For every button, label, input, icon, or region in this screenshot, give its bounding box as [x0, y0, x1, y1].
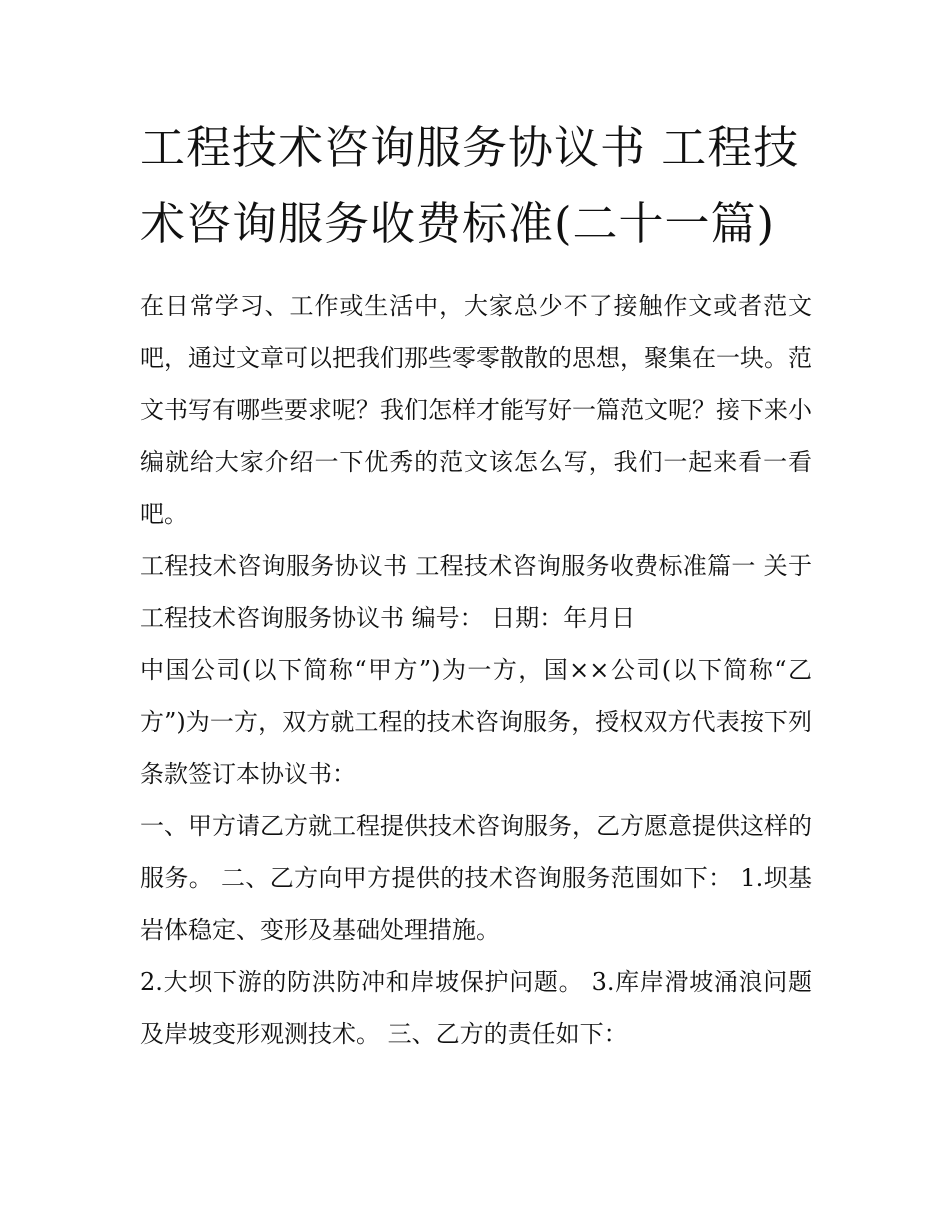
intro-paragraph: 在日常学习、工作或生活中，大家总少不了接触作文或者范文吧，通过文章可以把我们那些零零散散的思想，聚集在一块。范文书写有哪些要求呢？我们怎样才能写好一篇范文呢？接下来小编就给大家介绍一下优秀的范文该怎么写，我们一起来看一看吧。	[140, 292, 812, 528]
document-title: 工程技术咨询服务协议书 工程技术咨询服务收费标准(二十一篇)	[140, 121, 800, 250]
clause-one-two-paragraph: 一、甲方请乙方就工程提供技术咨询服务，乙方愿意提供这样的服务。 二、乙方向甲方提供的技术咨询服务范围如下： 1.坝基岩体稳定、变形及基础处理措施。	[140, 812, 812, 944]
parties-paragraph: 中国公司(以下简称“甲方”)为一方，国××公司(以下简称“乙方”)为一方，双方就工程的技术咨询服务，授权双方代表按下列条款签订本协议书：	[140, 656, 812, 788]
clause-items-paragraph: 2.大坝下游的防洪防冲和岸坡保护问题。 3.库岸滑坡涌浪问题及岸坡变形观测技术。 三、乙方的责任如下：	[140, 968, 812, 1048]
agreement-heading-paragraph: 工程技术咨询服务协议书 工程技术咨询服务收费标准篇一 关于工程技术咨询服务协议书 编号： 日期：年月日	[140, 552, 812, 632]
document-page	[140, 110, 820, 1060]
